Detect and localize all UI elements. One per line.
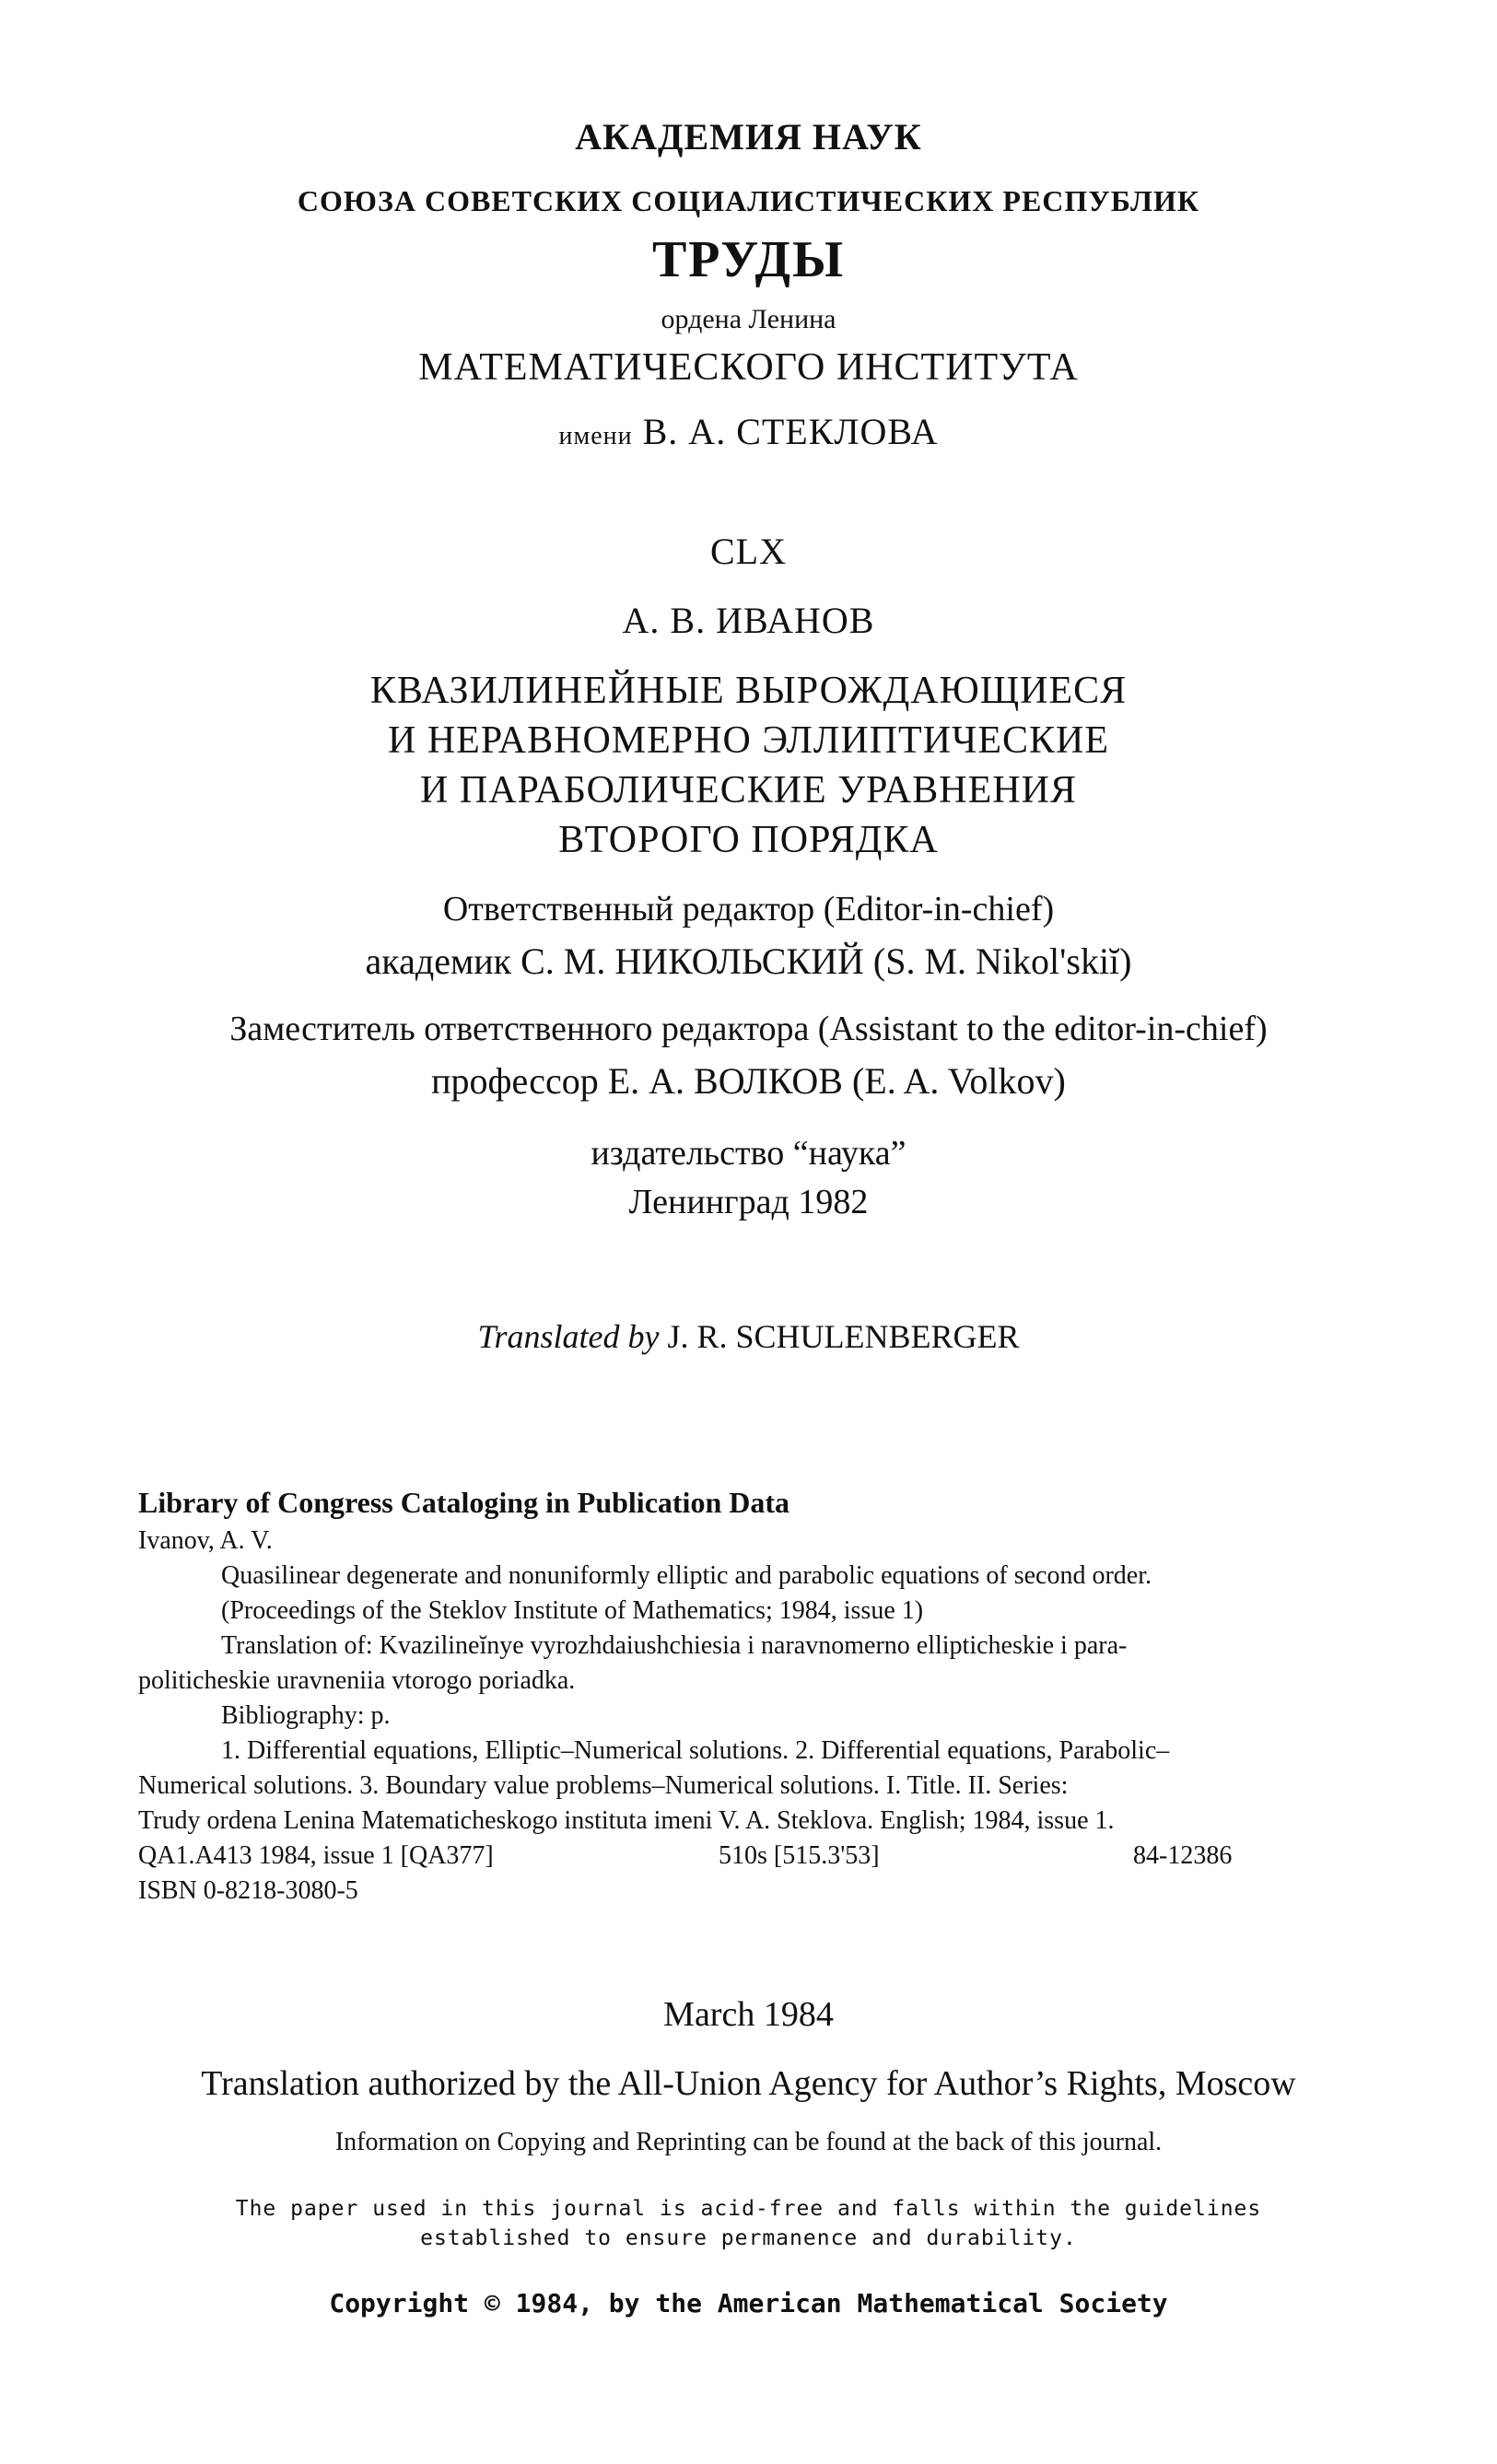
translation-authorization: Translation authorized by the All-Union Agency for Author’s Rights, Moscow: [201, 2064, 1296, 2103]
academy-heading: АКАДЕМИЯ НАУК: [575, 116, 922, 158]
cip-bibliography: Bibliography: p.: [221, 1701, 391, 1730]
editor-in-chief-name: академик С. М. НИКОЛЬСКИЙ (S. M. Nikol'skiĭ): [365, 940, 1132, 982]
work-title-line: ВТОРОГО ПОРЯДКА: [558, 819, 939, 861]
paper-notice: [0, 2194, 1497, 2253]
paper-notice-line: The paper used in this journal is acid-free and falls within the guidelines: [235, 2197, 1262, 2221]
editor-in-chief-label: Ответственный редактор (Editor-in-chief): [442, 890, 1055, 928]
cip-subjects-line: Trudy ordena Lenina Matematicheskogo instituta imeni V. A. Steklova. English; 1984, issue 1.: [138, 1806, 1115, 1835]
named-person: В. А. СТЕКЛОВА: [642, 411, 939, 452]
publisher-city-year: Ленинград 1982: [628, 1183, 869, 1221]
cip-series-line: (Proceedings of the Steklov Institute of Mathematics; 1984, issue 1): [221, 1596, 924, 1625]
cip-subjects-line: Numerical solutions. 3. Boundary value problems–Numerical solutions. I. Title. II. Series:: [138, 1771, 1069, 1800]
work-title-line: И НЕРАВНОМЕРНО ЭЛЛИПТИЧЕСКИЕ: [388, 719, 1109, 762]
assistant-editor-name: профессор Е. А. ВОЛКОВ (E. A. Volkov): [431, 1060, 1066, 1102]
cip-title-line: Quasilinear degenerate and nonuniformly elliptic and parabolic equations of second order.: [221, 1561, 1152, 1590]
cip-author-entry: Ivanov, A. V.: [138, 1526, 273, 1555]
cip-call-numbers: [138, 1839, 1409, 1874]
cip-heading: Library of Congress Cataloging in Publication Data: [138, 1486, 789, 1519]
cip-translation-of-line: Translation of: Kvazilineĭnye vyrozhdaiushchiesia i naravnomerno ellipticheskie i para-: [221, 1631, 1128, 1660]
cip-lccn: 84-12386: [1133, 1841, 1233, 1870]
publication-date: March 1984: [663, 1995, 834, 2034]
named-after: [0, 410, 1497, 453]
translator-credit: [0, 1317, 1497, 1356]
paper-notice-line: established to ensure permanence and durability.: [420, 2226, 1077, 2250]
cataloging-data: [138, 1485, 1409, 1909]
publisher-name: издательство “наука”: [591, 1134, 906, 1173]
union-heading: СОЮЗА СОВЕТСКИХ СОЦИАЛИСТИЧЕСКИХ РЕСПУБЛИК: [297, 184, 1200, 217]
work-title-line: И ПАРАБОЛИЧЕСКИЕ УРАВНЕНИЯ: [420, 769, 1077, 812]
cip-subjects-line: 1. Differential equations, Elliptic–Numerical solutions. 2. Differential equations, Parabolic–: [221, 1736, 1170, 1765]
order-subtitle: ордена Ленина: [661, 304, 836, 334]
author-name: А. В. ИВАНОВ: [622, 600, 875, 641]
translator-name: J. R. SCHULENBERGER: [667, 1318, 1020, 1355]
work-title: [0, 666, 1497, 865]
cip-call-number: QA1.A413 1984, issue 1 [QA377]: [138, 1841, 494, 1870]
copyright-notice: Copyright © 1984, by the American Mathematical Society: [329, 2288, 1168, 2318]
cip-translation-of-continued: politicheskie uravneniia vtorogo poriadka.: [138, 1666, 576, 1695]
series-title: ТРУДЫ: [651, 231, 846, 288]
assistant-editor-label: Заместитель ответственного редактора (Assistant to the editor-in-chief): [229, 1010, 1268, 1048]
work-title-line: КВАЗИЛИНЕЙНЫЕ ВЫРОЖДАЮЩИЕСЯ: [369, 670, 1128, 712]
volume-number: CLX: [710, 531, 787, 572]
translated-by-label: Translated by: [477, 1318, 660, 1355]
copying-info: Information on Copying and Reprinting can be found at the back of this journal.: [334, 2128, 1163, 2156]
named-prefix: имени: [558, 422, 633, 450]
cip-dewey: 510s [515.3'53]: [719, 1841, 880, 1870]
institute-heading: МАТЕМАТИЧЕСКОГО ИНСТИТУТА: [418, 346, 1079, 389]
cip-isbn: ISBN 0-8218-3080-5: [138, 1876, 358, 1905]
